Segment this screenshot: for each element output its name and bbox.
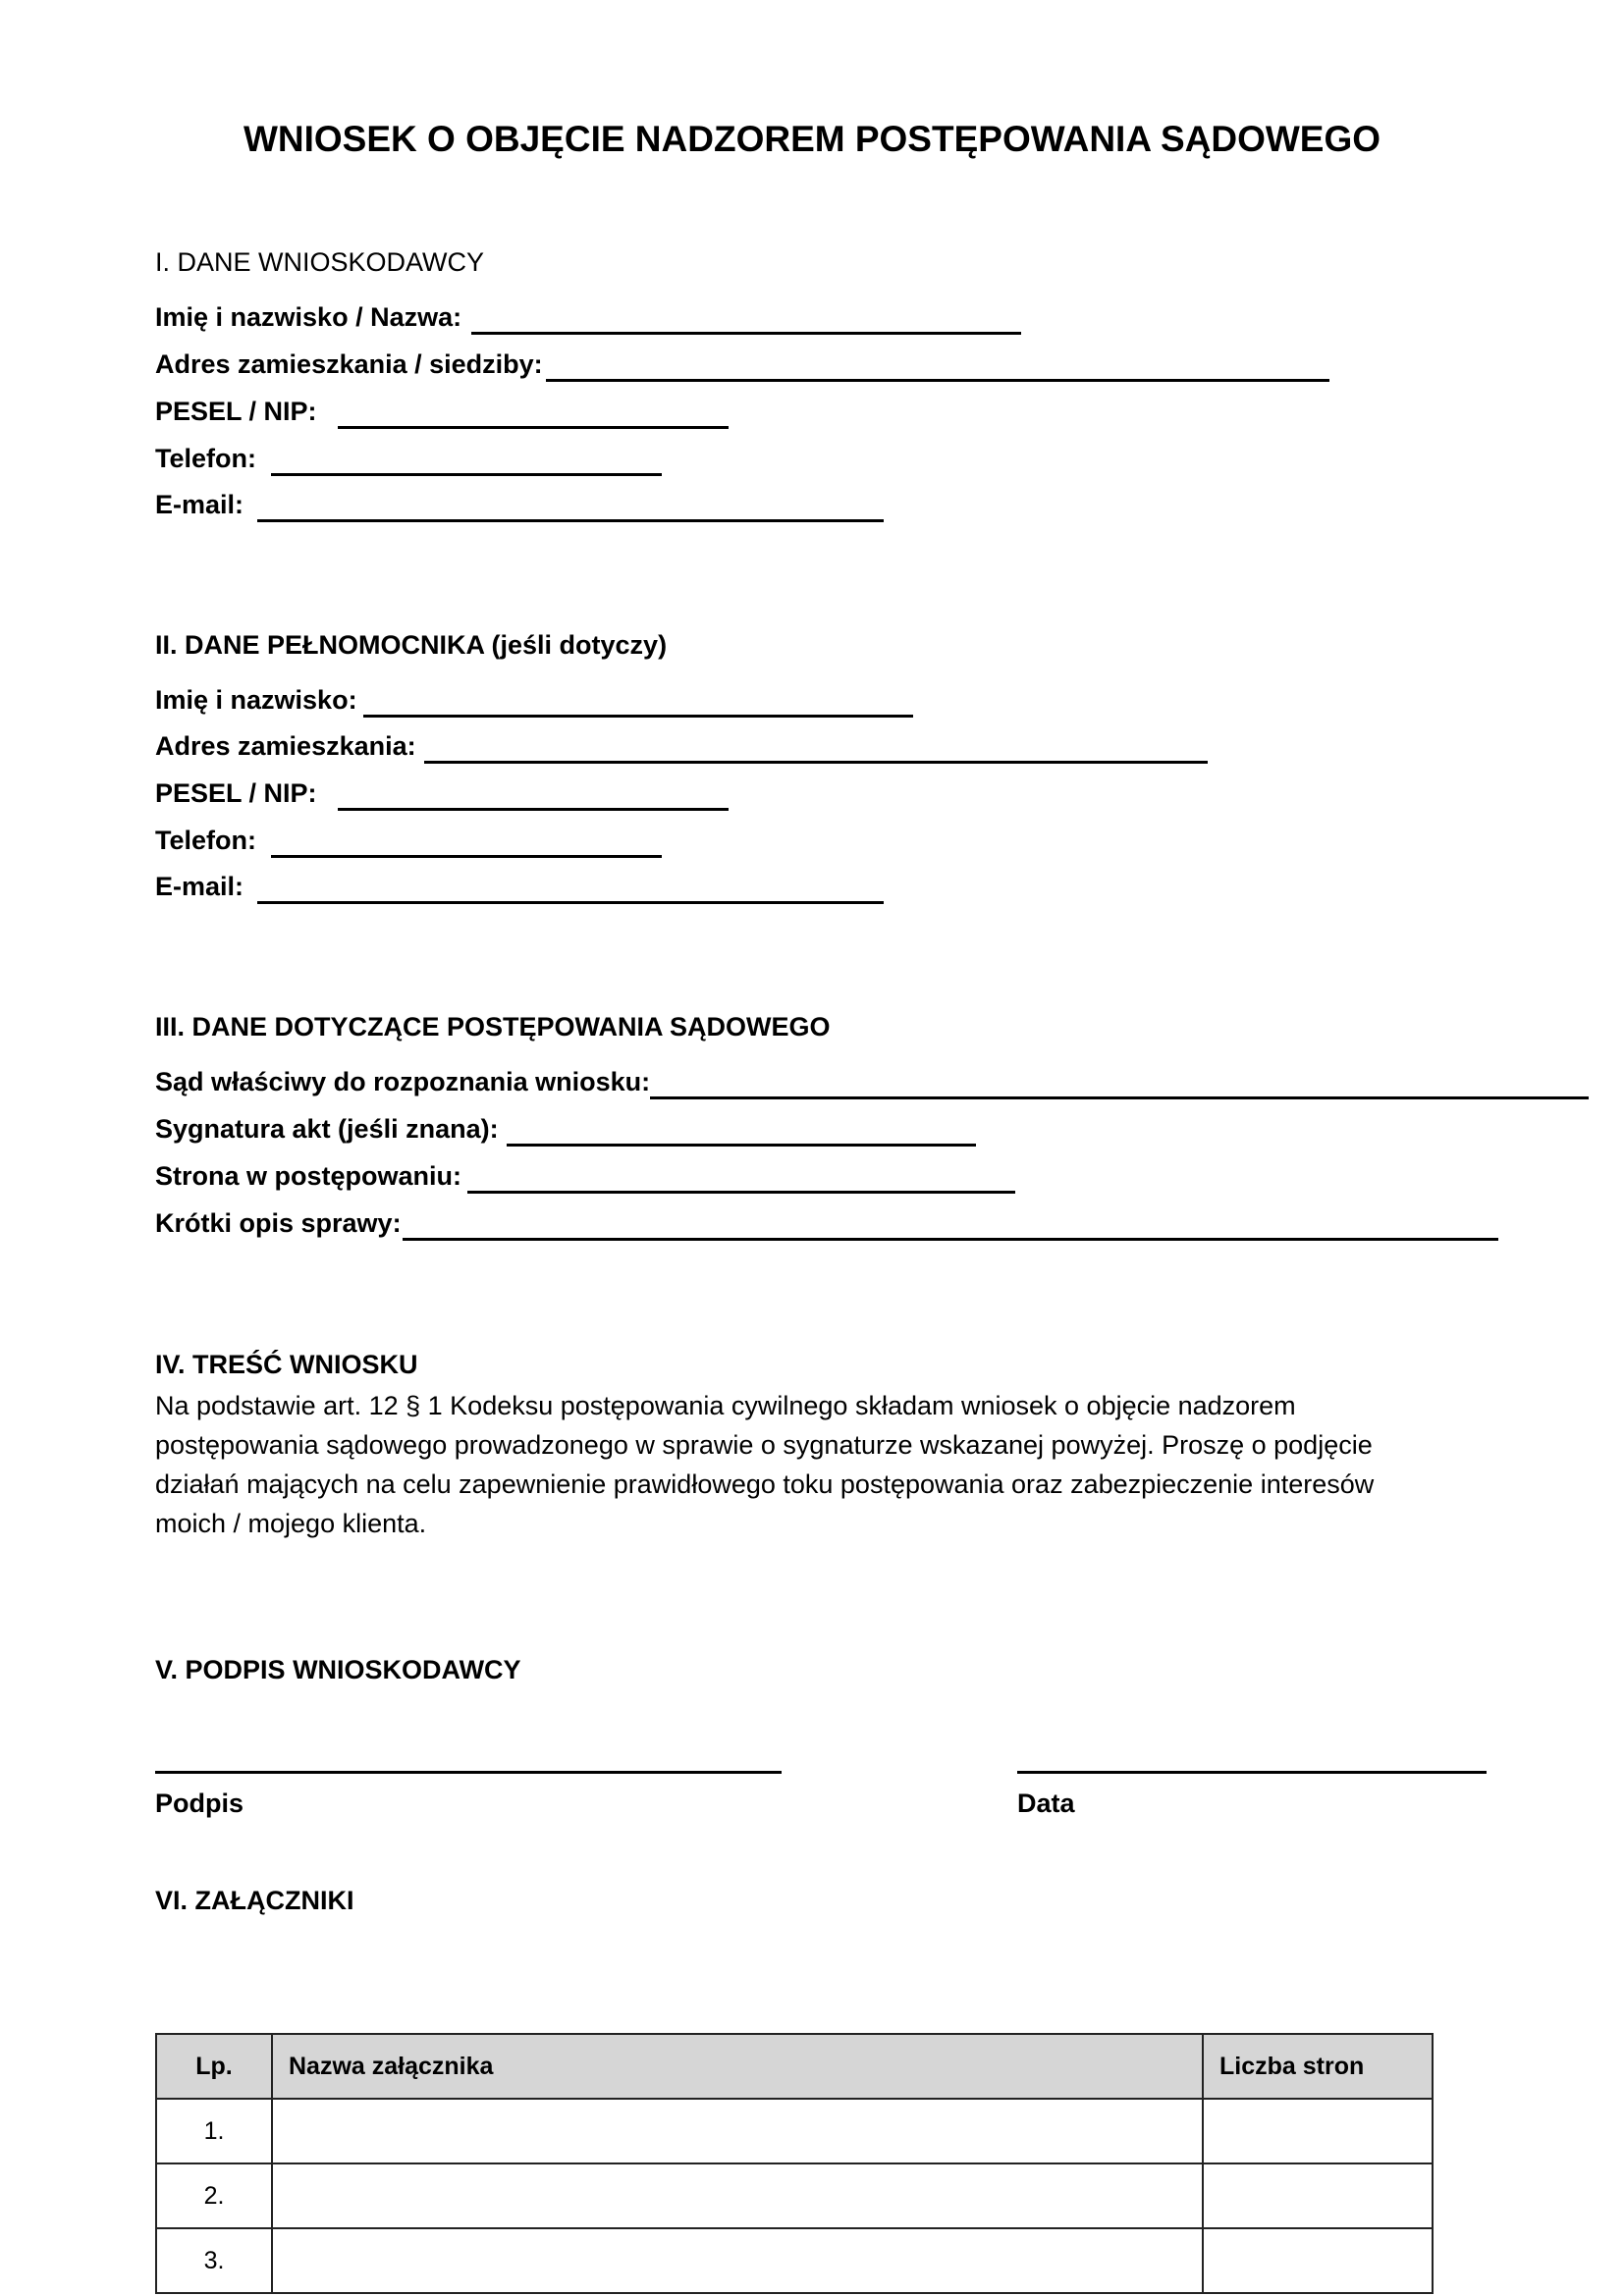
applicant-pesel-field[interactable] xyxy=(338,426,729,429)
party-label: Strona w postępowaniu: xyxy=(155,1161,462,1191)
table-row xyxy=(156,2099,1433,2163)
row-number-cell: 3. xyxy=(156,2228,272,2293)
party-field[interactable] xyxy=(467,1191,1015,1194)
attorney-email-field[interactable] xyxy=(257,901,884,904)
case-number-field[interactable] xyxy=(507,1144,976,1147)
section-heading-request: IV. TREŚĆ WNIOSKU xyxy=(155,1350,418,1379)
date-field[interactable] xyxy=(1017,1771,1487,1774)
attorney-address-field[interactable] xyxy=(424,761,1208,764)
page-count-cell[interactable] xyxy=(1203,2099,1433,2163)
column-header-number: Lp. xyxy=(156,2034,272,2099)
table-row xyxy=(156,2228,1433,2293)
applicant-address-label: Adres zamieszkania / siedziby: xyxy=(155,349,543,379)
request-body-text: Na podstawie art. 12 § 1 Kodeksu postępowania cywilnego składam wniosek o objęcie nadzorem postępowania sądowego prowadzonego w sprawie o sygnaturze wskazanej powyżej. Proszę o podjęcie działań mających na celu zapewnienie prawidłowego toku postępowania oraz zabezpieczenie interesów moich / mojego klienta. xyxy=(155,1391,1375,1538)
section-heading-attorney: II. DANE PEŁNOMOCNIKA (jeśli dotyczy) xyxy=(155,630,668,660)
court-label: Sąd właściwy do rozpoznania wniosku: xyxy=(155,1067,651,1096)
section-heading-proceedings: III. DANE DOTYCZĄCE POSTĘPOWANIA SĄDOWEGO xyxy=(155,1012,831,1041)
page-count-cell[interactable] xyxy=(1203,2163,1433,2228)
date-label: Data xyxy=(1017,1789,1075,1818)
attachment-name-cell[interactable] xyxy=(272,2099,1203,2163)
applicant-name-label: Imię i nazwisko / Nazwa: xyxy=(155,302,462,332)
attorney-phone-label: Telefon: xyxy=(155,826,256,855)
applicant-phone-label: Telefon: xyxy=(155,444,256,473)
signature-label: Podpis xyxy=(155,1789,244,1818)
section-heading-applicant: I. DANE WNIOSKODAWCY xyxy=(155,247,485,277)
case-description-label: Krótki opis sprawy: xyxy=(155,1208,402,1238)
applicant-email-field[interactable] xyxy=(257,519,884,522)
attorney-name-field[interactable] xyxy=(363,715,913,718)
applicant-email-label: E-mail: xyxy=(155,490,244,519)
applicant-name-field[interactable] xyxy=(471,332,1021,335)
attorney-pesel-label: PESEL / NIP: xyxy=(155,778,317,808)
court-field[interactable] xyxy=(650,1096,1589,1099)
section-heading-signature: V. PODPIS WNIOSKODAWCY xyxy=(155,1655,521,1684)
attorney-email-label: E-mail: xyxy=(155,872,244,901)
applicant-pesel-label: PESEL / NIP: xyxy=(155,397,317,426)
table-header-row xyxy=(156,2034,1433,2099)
document-title: WNIOSEK O OBJĘCIE NADZOREM POSTĘPOWANIA SĄDOWEGO xyxy=(243,119,1381,159)
attorney-pesel-field[interactable] xyxy=(338,808,729,811)
signature-field[interactable] xyxy=(155,1771,782,1774)
attachment-name-cell[interactable] xyxy=(272,2163,1203,2228)
applicant-address-field[interactable] xyxy=(546,379,1329,382)
attorney-address-label: Adres zamieszkania: xyxy=(155,731,416,761)
attorney-name-label: Imię i nazwisko: xyxy=(155,685,357,715)
column-header-attachment-name: Nazwa załącznika xyxy=(272,2034,1203,2099)
case-description-field[interactable] xyxy=(403,1238,1498,1241)
row-number-cell: 1. xyxy=(156,2099,272,2163)
attachments-table xyxy=(155,2033,1434,2294)
attachment-name-cell[interactable] xyxy=(272,2228,1203,2293)
table-row xyxy=(156,2163,1433,2228)
case-number-label: Sygnatura akt (jeśli znana): xyxy=(155,1114,499,1144)
attorney-phone-field[interactable] xyxy=(271,855,662,858)
page-count-cell[interactable] xyxy=(1203,2228,1433,2293)
row-number-cell: 2. xyxy=(156,2163,272,2228)
column-header-page-count: Liczba stron xyxy=(1203,2034,1433,2099)
applicant-phone-field[interactable] xyxy=(271,473,662,476)
section-heading-attachments: VI. ZAŁĄCZNIKI xyxy=(155,1886,354,1915)
